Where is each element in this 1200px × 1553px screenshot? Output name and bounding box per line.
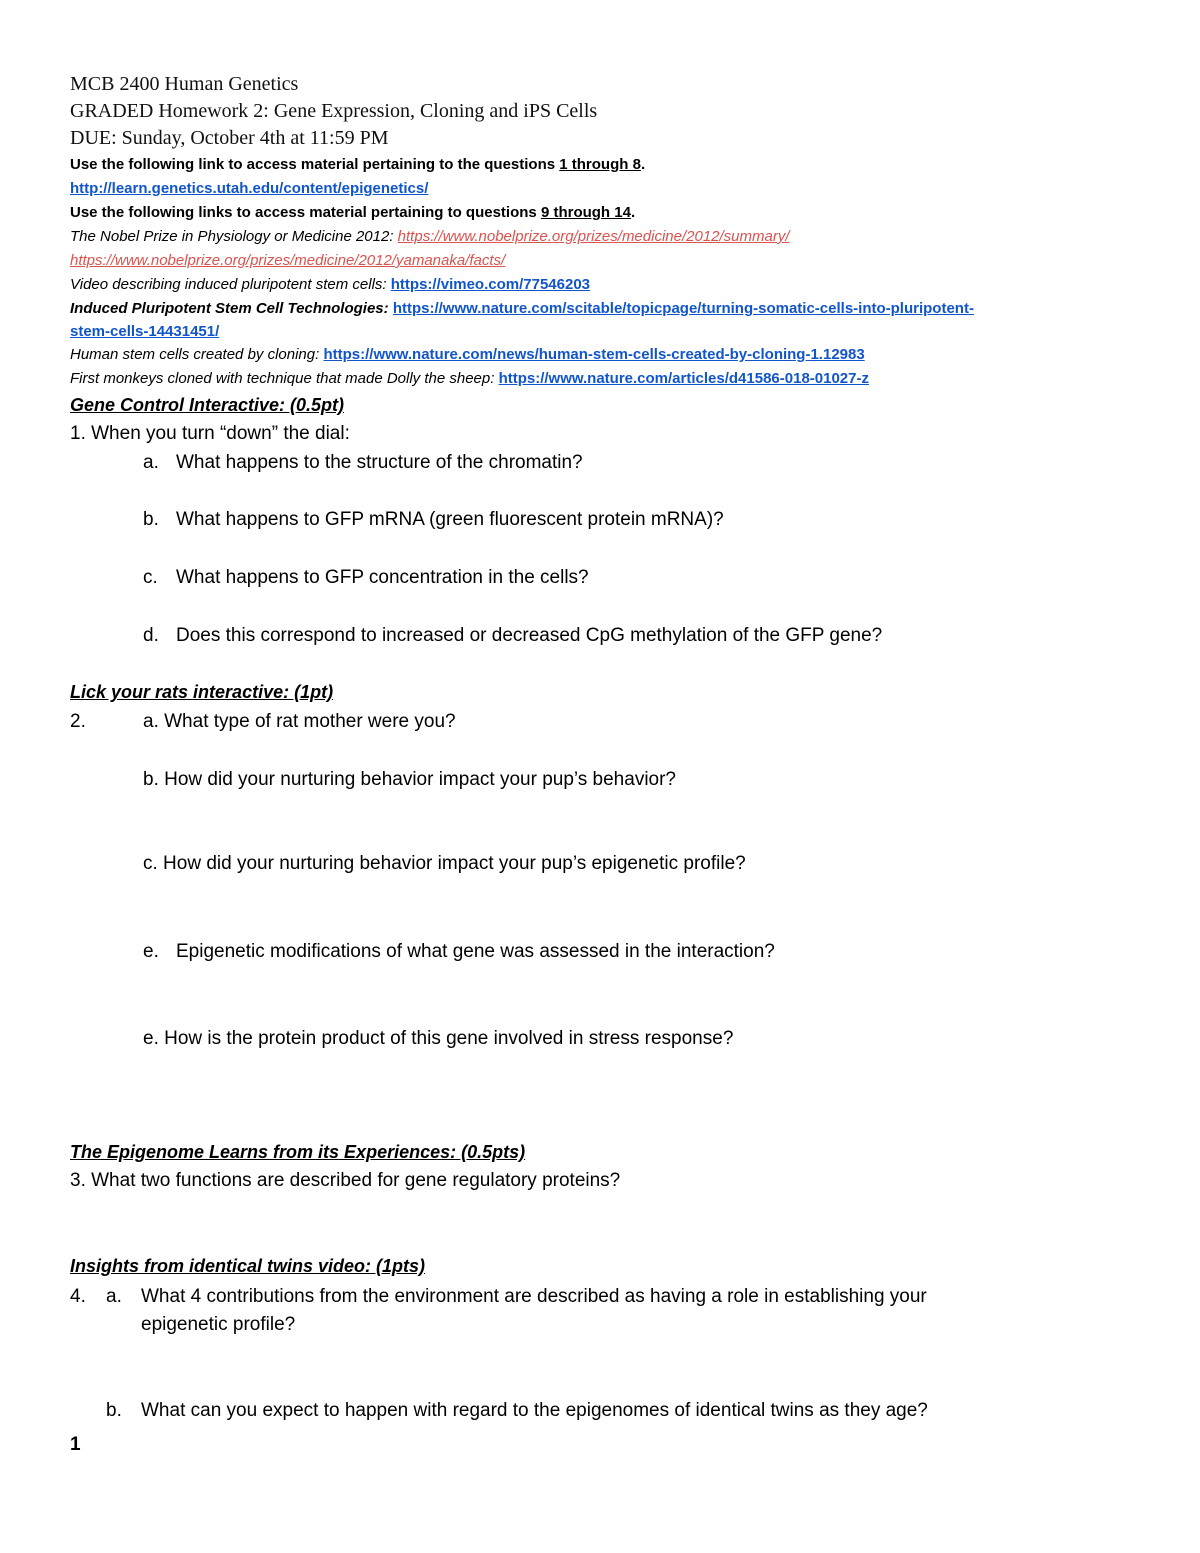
page-number: 1 [70,1434,81,1455]
nobel-summary-link[interactable]: https://www.nobelprize.org/prizes/medicine/2012/summary/ [397,228,790,245]
question-1d [143,625,882,647]
question-1c-label: c. [143,567,158,588]
epigenetics-link[interactable]: http://learn.genetics.utah.edu/content/epigenetics/ [70,180,429,197]
question-2d [143,941,775,963]
vimeo-link[interactable]: https://vimeo.com/77546203 [390,276,591,293]
question-1b-text: What happens to GFP mRNA (green fluorescent protein mRNA)? [176,509,724,530]
monkeys-link[interactable]: https://www.nature.com/articles/d41586-018-01027-z [498,370,869,387]
question-2-number: 2. [70,711,86,732]
nobel-reference [70,228,790,245]
cloning-reference [70,346,865,363]
section-identical-twins: Insights from identical twins video: (1pts) [70,1256,426,1276]
question-1c [143,567,589,589]
question-2a: a. What type of rat mother were you? [143,711,456,732]
instruction-1-prefix: Use the following link to access material pertaining to the questions [70,156,560,173]
assignment-title: GRADED Homework 2: Gene Expression, Cloning and iPS Cells [70,100,598,122]
question-4b-text: What can you expect to happen with regard to the epigenomes of identical twins as they age? [141,1400,928,1421]
question-1c-text: What happens to GFP concentration in the cells? [176,567,589,588]
question-2b: b. How did your nurturing behavior impact your pup’s behavior? [143,769,677,790]
question-4b-label: b. [106,1400,122,1421]
due-date: DUE: Sunday, October 4th at 11:59 PM [70,127,389,149]
section-epigenome-learns: The Epigenome Learns from its Experiences: (0.5pts) [70,1142,526,1162]
question-1b [143,509,724,531]
nobel-facts-link[interactable]: https://www.nobelprize.org/prizes/medicine/2012/yamanaka/facts/ [70,252,506,269]
question-2d-label: e. [143,941,159,962]
question-1-stem: 1. When you turn “down” the dial: [70,423,350,444]
video-reference [70,276,590,293]
ipsc-label: Induced Pluripotent Stem Cell Technologies: [70,300,393,317]
video-label: Video describing induced pluripotent stem cells: [70,276,391,293]
ipsc-link-part-2[interactable]: stem-cells-14431451/ [70,323,220,340]
question-3: 3. What two functions are described for gene regulatory proteins? [70,1170,621,1191]
question-1a-label: a. [143,452,159,473]
ipsc-link-part-1[interactable]: https://www.nature.com/scitable/topicpage/turning-somatic-cells-into-pluripotent- [392,300,974,317]
question-2d-text: Epigenetic modifications of what gene was assessed in the interaction? [176,941,775,962]
question-2c: c. How did your nurturing behavior impact your pup’s epigenetic profile? [143,853,746,874]
instruction-2-suffix: . [630,204,636,221]
question-4-number: 4. [70,1286,86,1307]
question-1a-text: What happens to the structure of the chromatin? [176,452,583,473]
section-gene-control: Gene Control Interactive: (0.5pt) [70,395,345,415]
instruction-1-suffix: . [640,156,646,173]
instruction-line-1 [70,156,645,173]
ipsc-link-continuation [70,323,219,340]
ipsc-reference [70,300,974,317]
question-2e: e. How is the protein product of this gene involved in stress response? [143,1028,734,1049]
instruction-2-range: 9 through 14 [540,204,631,221]
instruction-1-range: 1 through 8 [559,156,641,173]
course-title: MCB 2400 Human Genetics [70,73,299,95]
instruction-2-prefix: Use the following links to access material pertaining to questions [70,204,541,221]
question-1d-label: d. [143,625,159,646]
monkeys-reference [70,370,869,387]
nobel-facts-line [70,252,505,269]
question-1b-label: b. [143,509,159,530]
question-1a [143,452,583,474]
nobel-label: The Nobel Prize in Physiology or Medicine 2012: [70,228,398,245]
section-lick-your-rats: Lick your rats interactive: (1pt) [70,682,334,702]
cloning-link[interactable]: https://www.nature.com/news/human-stem-cells-created-by-cloning-1.12983 [323,346,865,363]
question-4a-line-2: epigenetic profile? [141,1314,296,1335]
monkeys-label: First monkeys cloned with technique that made Dolly the sheep: [70,370,499,387]
question-4a-label: a. [106,1286,122,1307]
epigenetics-link-line [70,180,428,197]
question-4a-line-1: What 4 contributions from the environment are described as having a role in establishing your [141,1286,927,1307]
question-1d-text: Does this correspond to increased or decreased CpG methylation of the GFP gene? [176,625,883,646]
cloning-label: Human stem cells created by cloning: [70,346,324,363]
instruction-line-2 [70,204,635,221]
